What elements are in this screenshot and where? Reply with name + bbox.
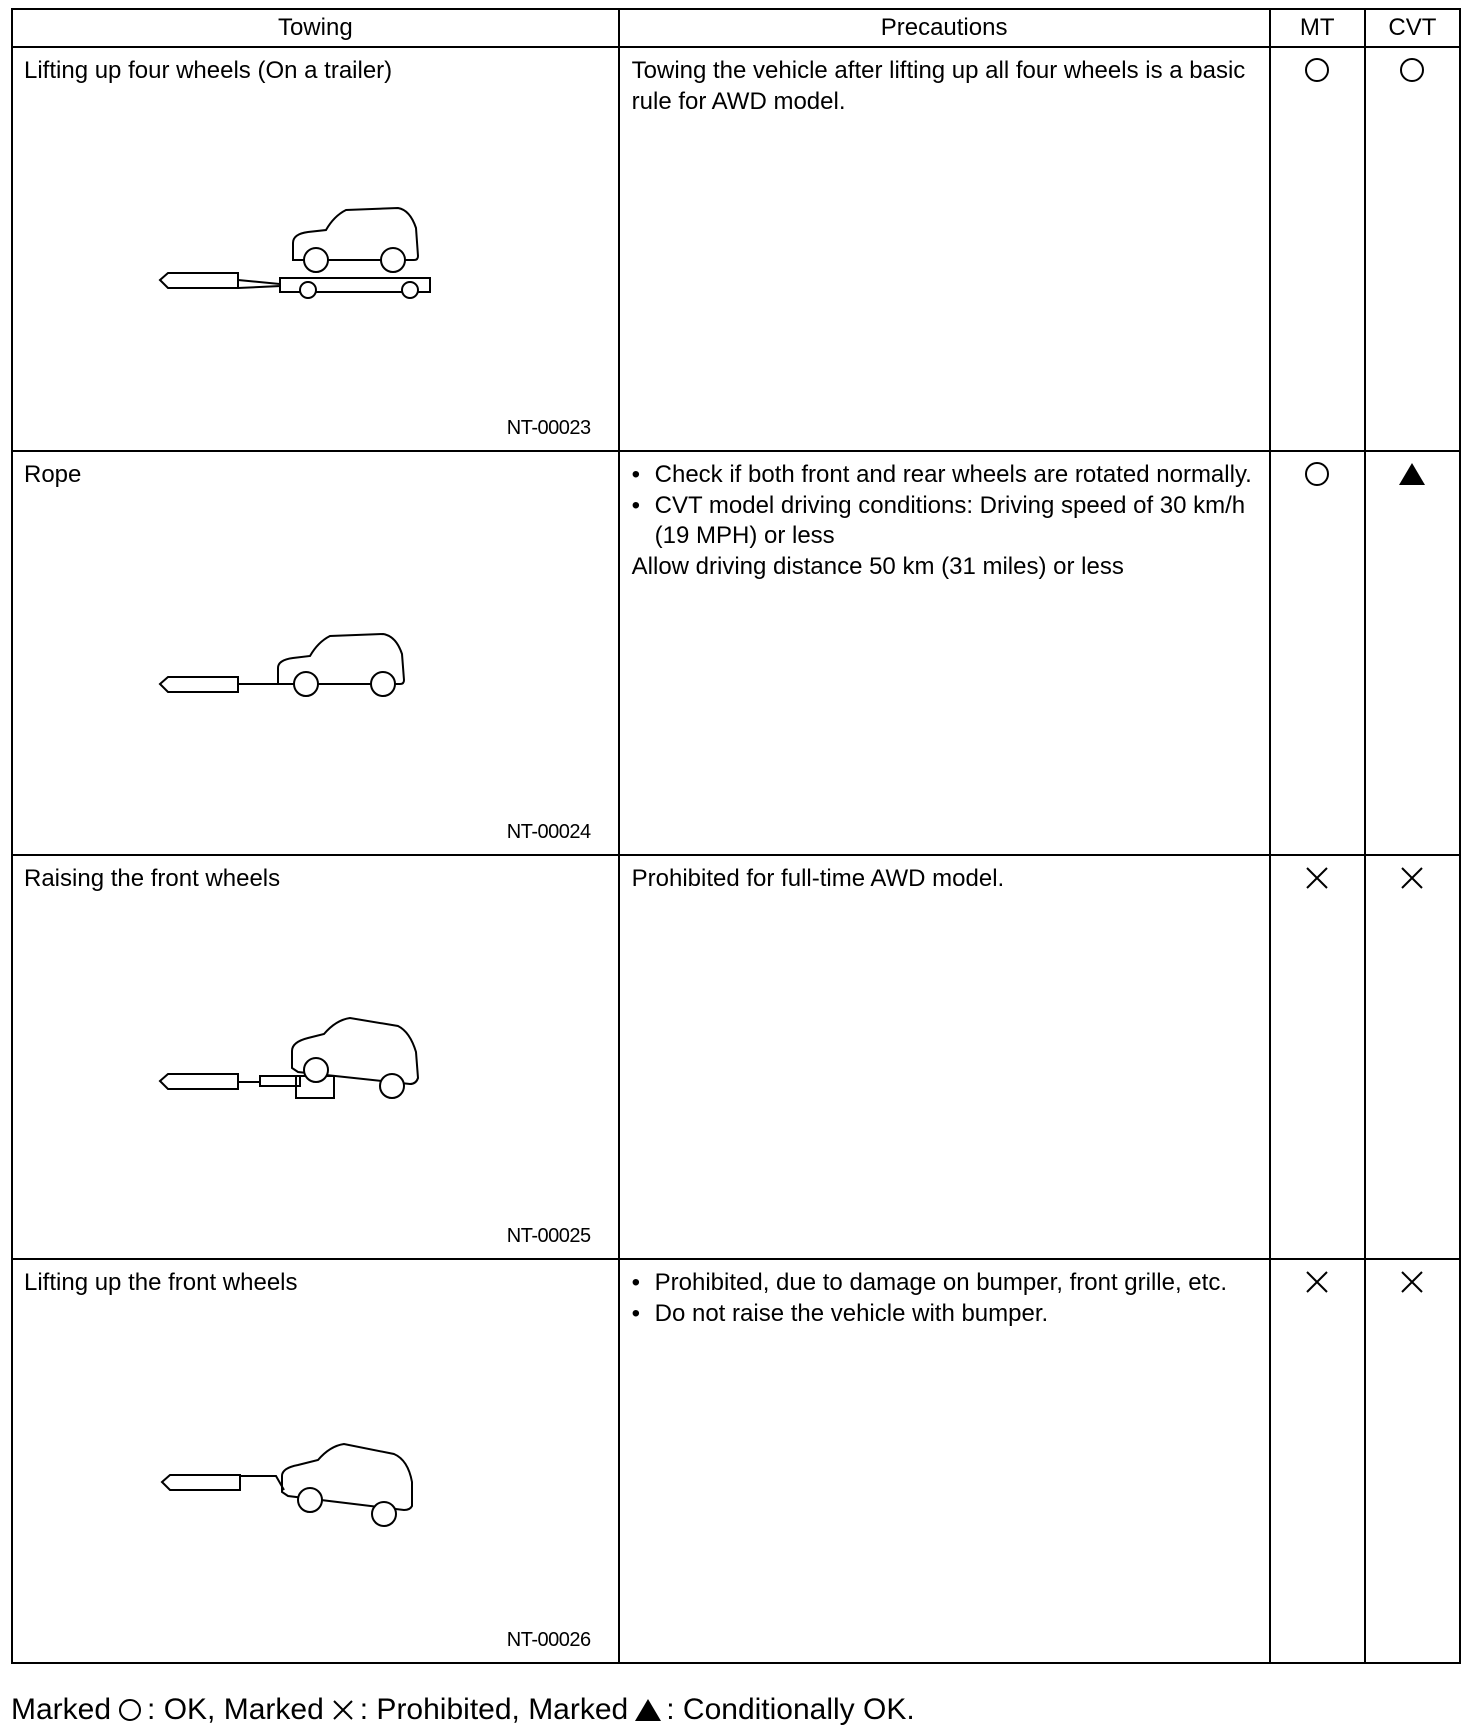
trailer-tow-illustration [158,198,458,338]
figure-id: NT-00025 [506,1225,591,1247]
towing-label: Rope [24,461,82,488]
precaution-text: Allow driving distance 50 km (31 miles) or less [631,552,1124,580]
precaution-bullet: CVT model driving conditions: Driving speed of 30 km/h (19 MPH) or less [654,491,1246,549]
cvt-cell [1365,1259,1460,1663]
cvt-cell [1365,47,1460,451]
legend [11,1692,915,1728]
front-lift-tow-illustration [158,1410,458,1550]
prohibited-x-icon [1303,1268,1331,1296]
cvt-cell [1365,451,1460,855]
mt-cell [1270,47,1365,451]
towing-label: Raising the front wheels [24,865,281,892]
precautions-cell [619,1259,1270,1663]
conditional-triangle-icon [634,1697,662,1723]
figure-id: NT-00024 [506,821,591,843]
prohibited-x-icon [1303,864,1331,892]
header-cvt: CVT [1365,9,1460,47]
precaution-text: Prohibited for full-time AWD model. [631,865,1005,892]
towing-cell [12,855,619,1259]
figure-id: NT-00026 [506,1629,591,1651]
ok-circle-icon [117,1697,143,1723]
ok-circle-icon [1303,460,1331,488]
prohibited-x-icon [1398,1268,1426,1296]
precautions-cell [619,47,1270,451]
list-item: • Check if both front and rear wheels are rotated normally. [632,460,1257,491]
rope-tow-illustration [158,602,458,742]
precautions-cell [619,451,1270,855]
precaution-bullet: Do not raise the vehicle with bumper. [654,1299,1049,1327]
conditional-triangle-icon [1398,460,1426,488]
towing-table [11,8,1461,1664]
towing-label: Lifting up the front wheels [24,1269,298,1296]
prohibited-x-icon [1398,864,1426,892]
towing-cell [12,451,619,855]
list-item: • Prohibited, due to damage on bumper, front grille, etc. [632,1268,1257,1299]
table-row [12,451,1460,855]
legend-ok-text: : OK, Marked [147,1693,324,1726]
list-item: • Do not raise the vehicle with bumper. [632,1299,1257,1330]
precautions-cell [619,855,1270,1259]
precaution-bullet: Prohibited, due to damage on bumper, front grille, etc. [654,1269,1227,1296]
ok-circle-icon [1303,56,1331,84]
mt-cell [1270,1259,1365,1663]
ok-circle-icon [1398,56,1426,84]
mt-cell [1270,451,1365,855]
header-mt: MT [1270,9,1365,47]
towing-cell [12,1259,619,1663]
table-row [12,1259,1460,1663]
prohibited-x-icon [330,1697,356,1723]
precaution-text: Towing the vehicle after lifting up all four wheels is a basic rule for AWD model. [631,57,1246,115]
cvt-cell [1365,855,1460,1259]
precaution-bullet: Check if both front and rear wheels are rotated normally. [654,461,1252,488]
front-raise-tow-illustration [158,1006,458,1146]
header-row [12,9,1460,47]
table-row [12,855,1460,1259]
legend-conditional-text: : Conditionally OK. [666,1693,915,1726]
mt-cell [1270,855,1365,1259]
figure-id: NT-00023 [506,417,591,439]
legend-prefix: Marked [11,1693,112,1726]
table-row [12,47,1460,451]
header-precautions: Precautions [619,9,1270,47]
header-towing: Towing [12,9,619,47]
towing-label: Lifting up four wheels (On a trailer) [24,57,393,84]
towing-cell [12,47,619,451]
list-item: • CVT model driving conditions: Driving speed of 30 km/h (19 MPH) or less [632,491,1257,552]
legend-prohibited-text: : Prohibited, Marked [359,1693,629,1726]
